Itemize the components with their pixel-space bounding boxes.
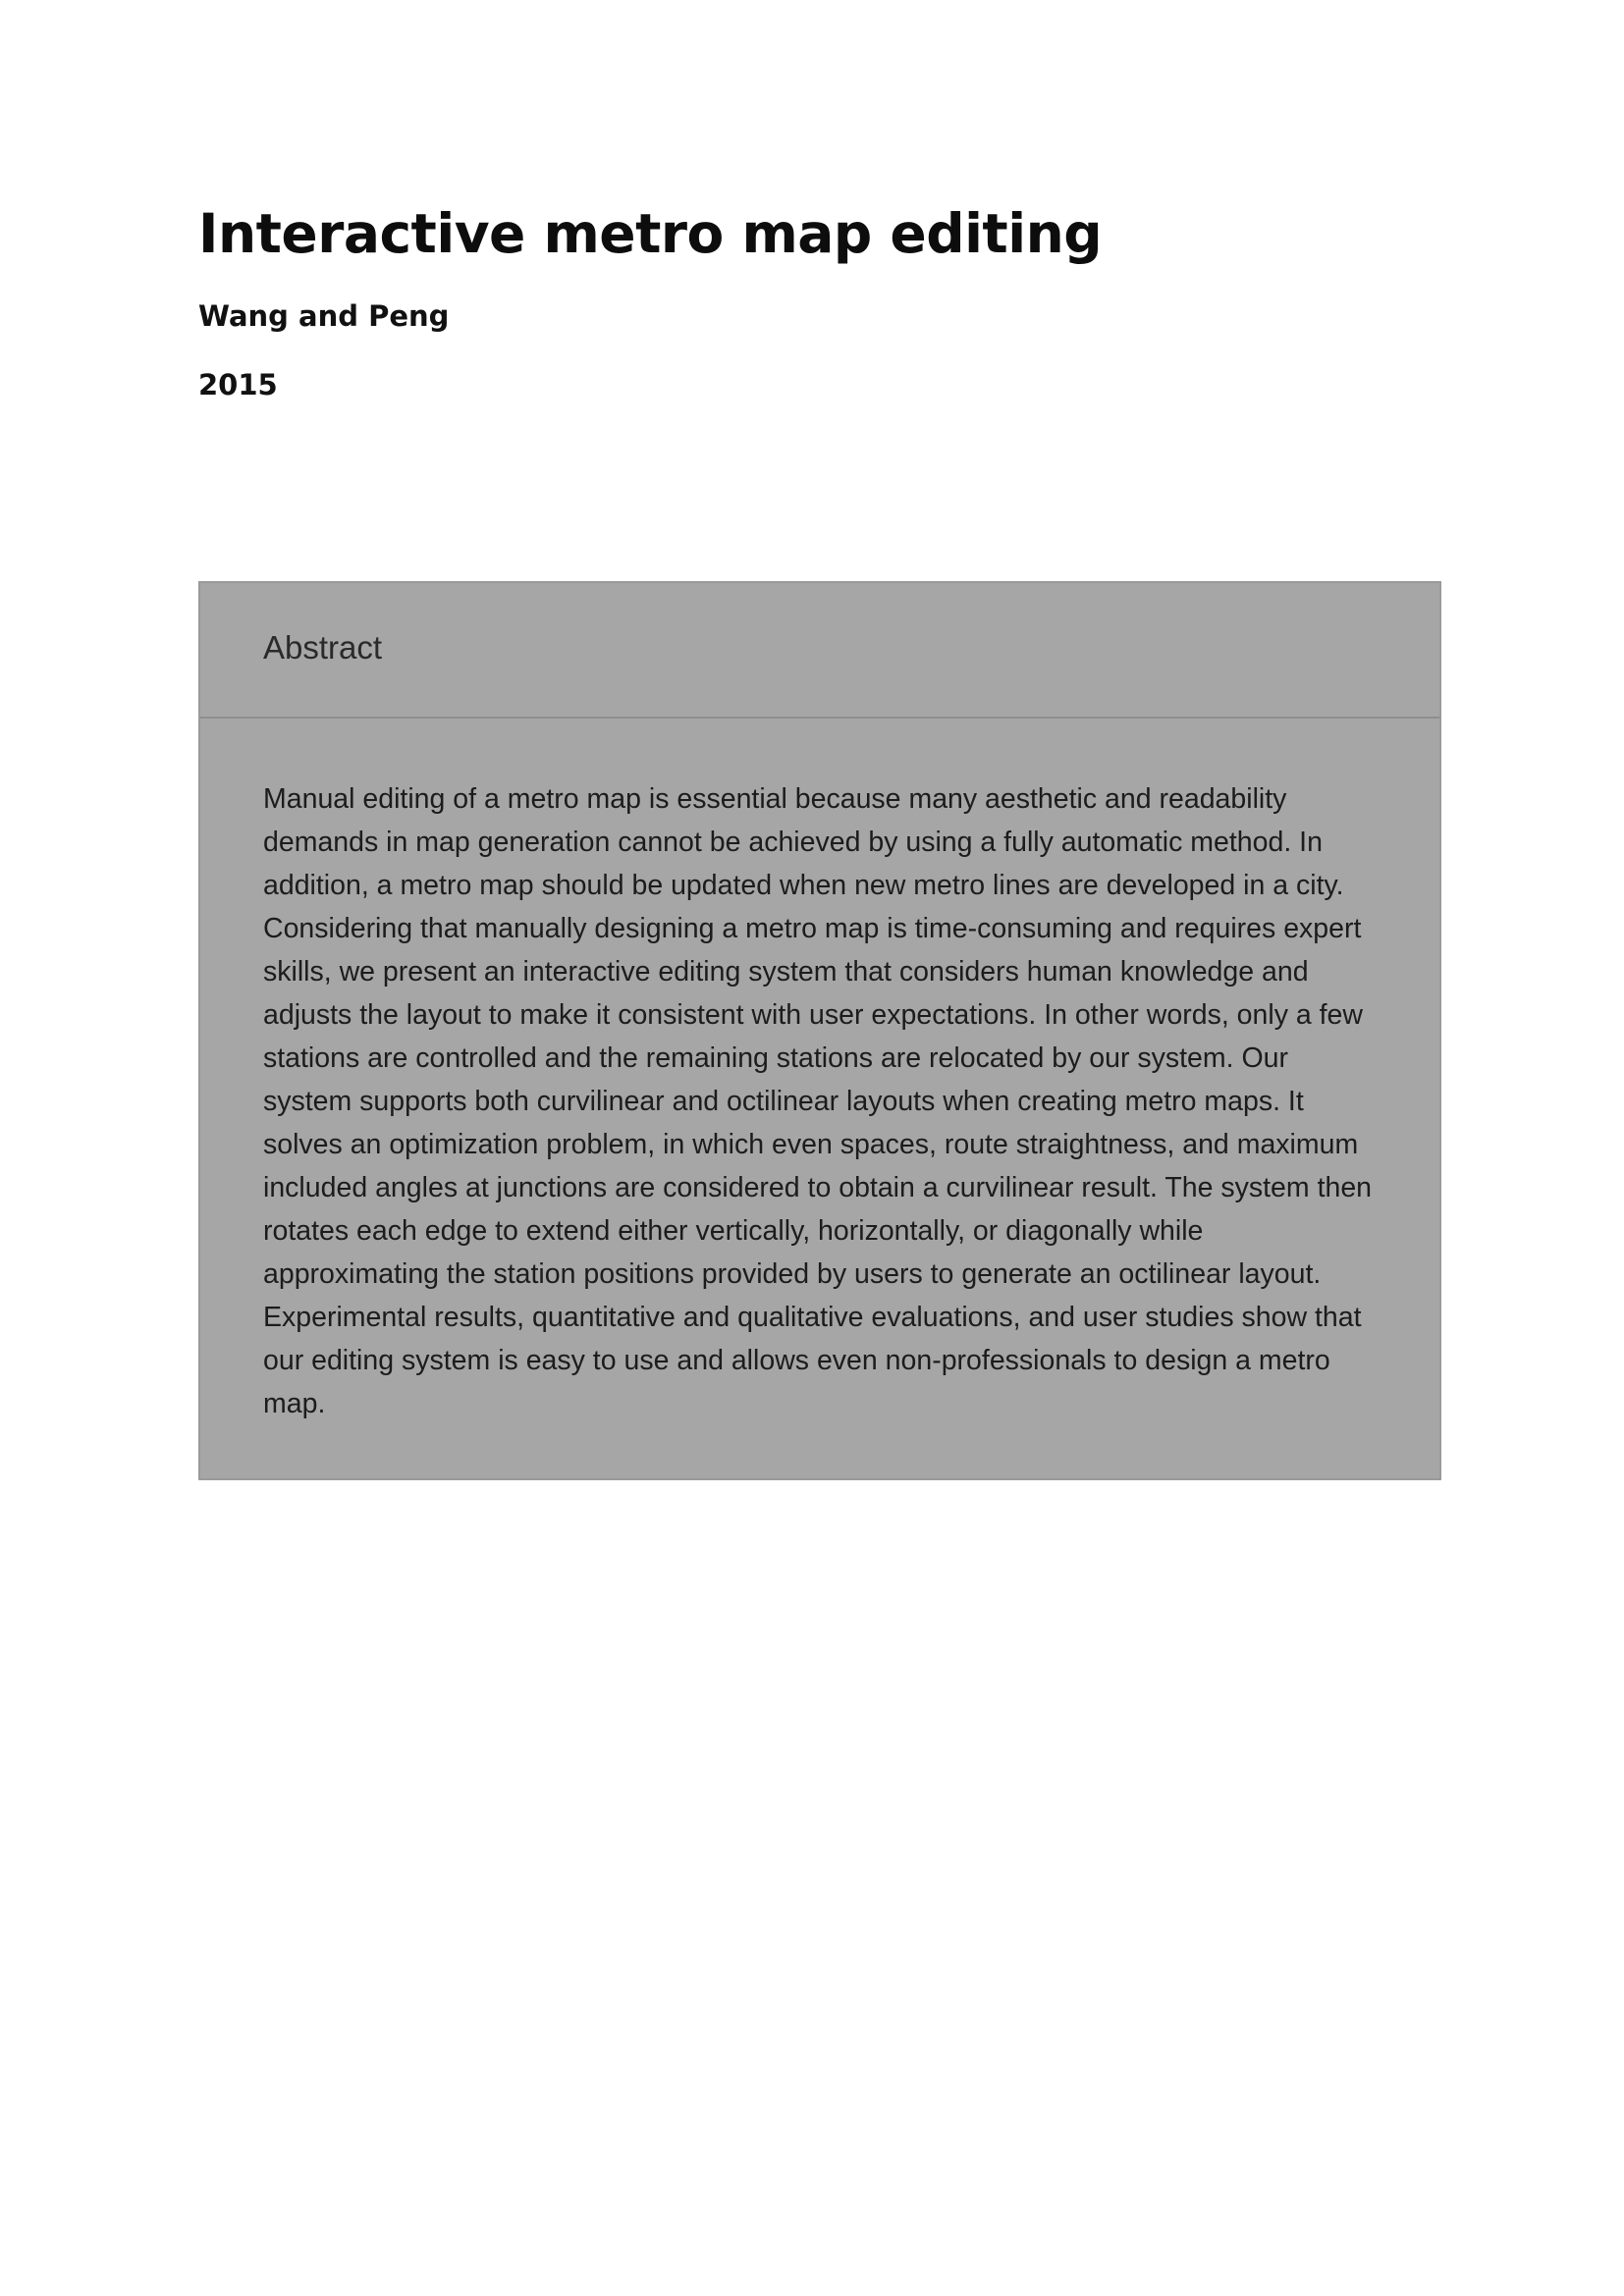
paper-title: Interactive metro map editing [198, 202, 1103, 265]
abstract-body [200, 719, 1439, 1425]
paper-year: 2015 [198, 368, 278, 401]
abstract-header [200, 583, 1439, 719]
paper-authors: Wang and Peng [198, 299, 450, 333]
abstract-heading: Abstract [263, 629, 383, 666]
paper-header [198, 196, 1426, 404]
abstract-text: Manual editing of a metro map is essential because many aesthetic and readability demands in map generation cannot be achieved by using a fully automatic method. In addition, a metro map should be updated when new metro lines are developed in a city. Considering that manually designing a metro map is time-consuming and requires expert skills, we present an interactive editing system that considers human knowledge and adjusts the layout to make it consistent with user expectations. In other words, only a few stations are controlled and the remaining stations are relocated by our system. Our system supports both curvilinear and octilinear layouts when creating metro maps. It solves an optimization problem, in which even spaces, route straightness, and maximum included angles at junctions are considered to obtain a curvilinear result. The system then rotates each edge to extend either vertically, horizontally, or diagonally while approximating the station positions provided by users to generate an octilinear layout. Experimental results, quantitative and qualitative evaluations, and user studies show that our editing system is easy to use and allows even non-professionals to design a metro map. [263, 783, 1373, 1419]
abstract-panel [198, 581, 1441, 1480]
